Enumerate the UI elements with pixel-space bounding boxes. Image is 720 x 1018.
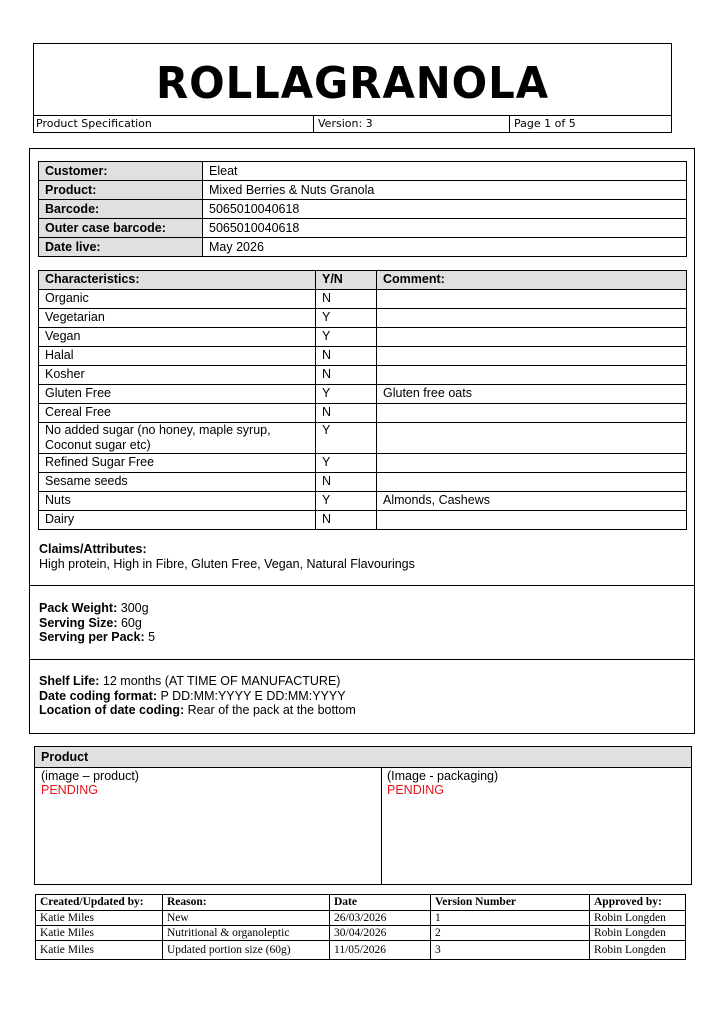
date-location-label: Location of date coding:: [39, 703, 185, 717]
characteristic-row: [39, 492, 687, 511]
characteristic-comment: Almonds, Cashews: [377, 492, 687, 511]
characteristic-yn: N: [316, 347, 377, 366]
characteristic-row: [39, 328, 687, 347]
characteristic-comment: [377, 328, 687, 347]
section-divider: [29, 585, 695, 586]
serving-per-pack-label: Serving per Pack:: [39, 630, 145, 644]
characteristic-yn: Y: [316, 454, 377, 473]
characteristic-yn: Y: [316, 328, 377, 347]
info-label: Customer:: [39, 162, 203, 181]
revision-author: Katie Miles: [36, 911, 163, 926]
packaging-image-caption: (Image - packaging): [387, 769, 499, 783]
col-header-created-by: Created/Updated by:: [36, 895, 163, 911]
info-row: [39, 238, 687, 257]
revision-header-row: [36, 895, 686, 911]
characteristic-name: Cereal Free: [39, 404, 316, 423]
characteristic-yn: N: [316, 290, 377, 309]
characteristic-row: [39, 309, 687, 328]
product-image-cell: [41, 769, 139, 797]
characteristic-comment: [377, 347, 687, 366]
product-image-status: PENDING: [41, 783, 98, 797]
page-number: Page 1 of 5: [514, 117, 576, 130]
revision-date: 11/05/2026: [330, 941, 431, 960]
info-label: Product:: [39, 181, 203, 200]
info-value: 5065010040618: [203, 200, 687, 219]
info-label: Barcode:: [39, 200, 203, 219]
section-divider: [29, 659, 695, 660]
characteristic-name: Nuts: [39, 492, 316, 511]
characteristic-name: Refined Sugar Free: [39, 454, 316, 473]
claims-label: Claims/Attributes:: [39, 542, 147, 556]
pack-section: [39, 601, 155, 645]
col-header-approved-by: Approved by:: [590, 895, 686, 911]
product-panel-title: Product: [35, 747, 691, 768]
characteristic-comment: Gluten free oats: [377, 385, 687, 404]
characteristic-name: Vegetarian: [39, 309, 316, 328]
brand-logo: ROLLAGRANOLA: [155, 58, 550, 109]
revision-version: 3: [431, 941, 590, 960]
info-value: May 2026: [203, 238, 687, 257]
serving-per-pack-value: 5: [148, 630, 156, 644]
pack-weight-label: Pack Weight:: [39, 601, 118, 615]
info-value: Eleat: [203, 162, 687, 181]
characteristic-yn: N: [316, 366, 377, 385]
characteristic-comment: [377, 473, 687, 492]
info-value: 5065010040618: [203, 219, 687, 238]
revision-version: 2: [431, 926, 590, 941]
characteristic-name: Vegan: [39, 328, 316, 347]
characteristic-row: [39, 404, 687, 423]
col-header-comment: Comment:: [377, 271, 687, 290]
date-location-value: Rear of the pack at the bottom: [187, 703, 356, 717]
characteristic-name: Kosher: [39, 366, 316, 385]
characteristic-yn: Y: [316, 309, 377, 328]
characteristic-comment: [377, 290, 687, 309]
claims-section: [39, 542, 415, 571]
col-header-characteristics: Characteristics:: [39, 271, 316, 290]
revision-row: [36, 911, 686, 926]
characteristic-comment: [377, 423, 687, 454]
characteristic-name: Gluten Free: [39, 385, 316, 404]
characteristic-yn: Y: [316, 385, 377, 404]
revision-version: 1: [431, 911, 590, 926]
characteristic-row: [39, 366, 687, 385]
revision-reason: New: [163, 911, 330, 926]
characteristic-row: [39, 290, 687, 309]
product-images-panel: [34, 746, 692, 885]
characteristics-table: [38, 270, 687, 530]
revision-date: 30/04/2026: [330, 926, 431, 941]
info-label: Date live:: [39, 238, 203, 257]
document-header: [33, 43, 672, 133]
shelf-life-section: [39, 674, 356, 718]
date-format-label: Date coding format:: [39, 688, 158, 703]
characteristic-name: Halal: [39, 347, 316, 366]
info-label: Outer case barcode:: [39, 219, 203, 238]
characteristic-row: [39, 385, 687, 404]
claims-value: High protein, High in Fibre, Gluten Free, Vegan, Natural Flavourings: [39, 556, 415, 571]
version-label: Version: 3: [314, 116, 510, 132]
product-info-table: [38, 161, 687, 257]
revision-author: Katie Miles: [36, 941, 163, 960]
characteristic-comment: [377, 511, 687, 530]
col-header-reason: Reason:: [163, 895, 330, 911]
revision-history-table: [35, 894, 686, 960]
characteristic-comment: [377, 309, 687, 328]
characteristic-yn: N: [316, 511, 377, 530]
characteristic-comment: [377, 454, 687, 473]
characteristic-comment: [377, 366, 687, 385]
characteristic-comment: [377, 404, 687, 423]
serving-size-value: 60g: [120, 615, 142, 630]
revision-approver: Robin Longden: [590, 926, 686, 941]
characteristic-name: Sesame seeds: [39, 473, 316, 492]
col-header-date: Date: [330, 895, 431, 911]
revision-date: 26/03/2026: [330, 911, 431, 926]
characteristic-row: [39, 473, 687, 492]
revision-reason: Nutritional & organoleptic: [163, 926, 330, 941]
revision-row: [36, 941, 686, 960]
shelf-life-label: Shelf Life:: [39, 674, 100, 688]
date-format-value: P DD:MM:YYYY E DD:MM:YYYY: [160, 688, 346, 703]
info-row: [39, 181, 687, 200]
header-meta-row: [34, 115, 671, 132]
info-value: Mixed Berries & Nuts Granola: [203, 181, 687, 200]
revision-row: [36, 926, 686, 941]
packaging-image-cell: [387, 769, 498, 797]
pack-weight-value: 300g: [120, 601, 149, 615]
characteristic-yn: N: [316, 404, 377, 423]
shelf-life-value: 12 months (AT TIME OF MANUFACTURE): [102, 674, 341, 688]
characteristic-name: Organic: [39, 290, 316, 309]
serving-size-label: Serving Size:: [39, 615, 118, 630]
revision-approver: Robin Longden: [590, 911, 686, 926]
characteristic-row: [39, 347, 687, 366]
characteristic-yn: Y: [316, 492, 377, 511]
product-image-caption: (image – product): [41, 769, 139, 783]
doc-type-label: Product Specification: [34, 116, 314, 132]
characteristic-yn: Y: [316, 423, 377, 454]
revision-reason: Updated portion size (60g): [163, 941, 330, 960]
revision-author: Katie Miles: [36, 926, 163, 941]
characteristic-row: [39, 454, 687, 473]
col-header-version: Version Number: [431, 895, 590, 911]
characteristic-name: No added sugar (no honey, maple syrup, Coconut sugar etc): [39, 423, 316, 454]
packaging-image-status: PENDING: [387, 783, 444, 797]
info-row: [39, 200, 687, 219]
info-row: [39, 219, 687, 238]
product-panel-divider: [381, 767, 382, 884]
characteristics-header-row: [39, 271, 687, 290]
characteristic-row: [39, 423, 687, 454]
info-row: [39, 162, 687, 181]
characteristic-name: Dairy: [39, 511, 316, 530]
characteristic-row: [39, 511, 687, 530]
col-header-yn: Y/N: [316, 271, 377, 290]
revision-approver: Robin Longden: [590, 941, 686, 960]
characteristic-yn: N: [316, 473, 377, 492]
